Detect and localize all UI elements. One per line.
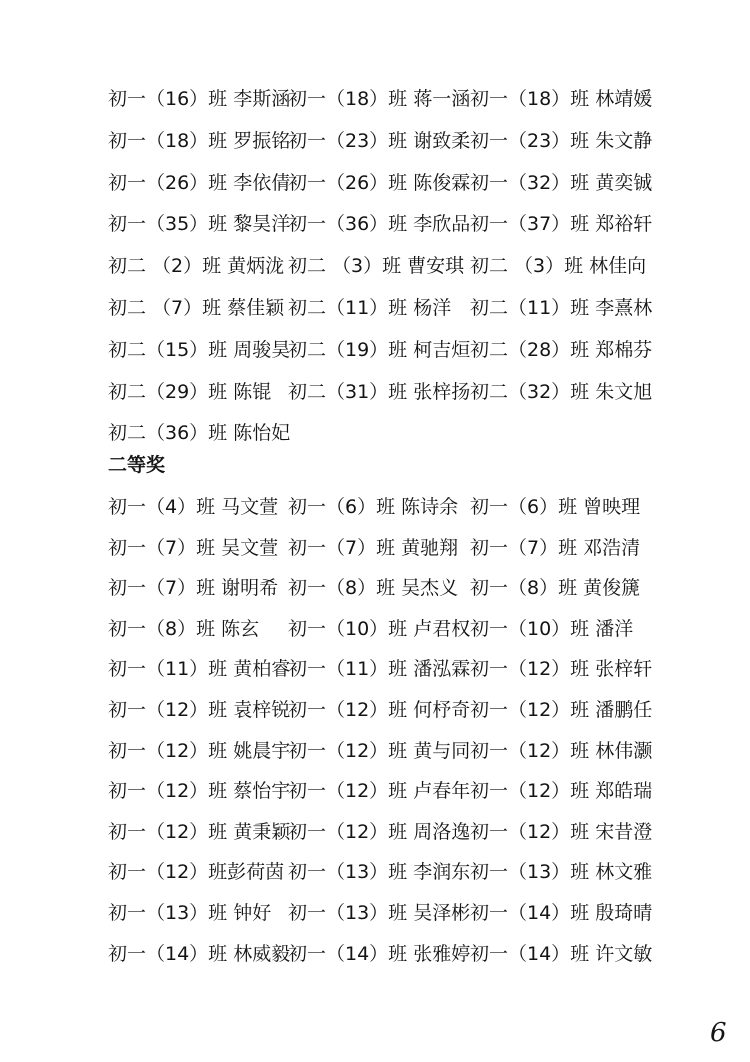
award-entry: 初一（12）班 蔡怡宇 [108, 780, 291, 802]
award-entry: 初一（10）班 卢君权 [288, 618, 471, 640]
award-entry: 初一（14）班 殷琦晴 [470, 902, 653, 924]
award-entry: 初二 （7）班 蔡佳颖 [108, 297, 285, 319]
award-entry: 初一（13）班 吴泽彬 [288, 902, 471, 924]
award-entry: 初二（11）班 杨洋 [288, 297, 452, 319]
award-entry: 初二（29）班 陈锟 [108, 381, 272, 403]
award-entry: 初一（12）班彭荷茵 [108, 861, 285, 883]
award-entry: 初一（12）班 周洛逸 [288, 821, 471, 843]
award-entry: 初二（31）班 张梓扬 [288, 381, 471, 403]
award-entry: 初一（18）班 林靖媛 [470, 88, 653, 110]
award-entry: 初一（18）班 罗振铭 [108, 130, 291, 152]
page-number: 6 [710, 1018, 727, 1048]
award-entry: 初一（14）班 许文敏 [470, 943, 653, 965]
award-entry: 初一（6）班 曾映理 [470, 496, 641, 518]
award-entry: 初一（26）班 陈俊霖 [288, 172, 471, 194]
award-entry: 初一（12）班 黄与同 [288, 740, 471, 762]
award-entry: 初一（8）班 吴杰义 [288, 577, 459, 599]
award-entry: 初一（11）班 黄柏睿 [108, 658, 291, 680]
award-entry: 初二 （3）班 林佳向 [470, 255, 647, 277]
award-entry: 初一（7）班 邓浩清 [470, 537, 641, 559]
award-entry: 初二（28）班 郑棉芬 [470, 339, 653, 361]
award-entry: 初一（7）班 吴文萱 [108, 537, 279, 559]
award-entry: 初一（12）班 张梓轩 [470, 658, 653, 680]
award-entry: 初一（13）班 林文雅 [470, 861, 653, 883]
award-entry: 初一（12）班 宋昔澄 [470, 821, 653, 843]
award-entry: 初一（32）班 黄奕铖 [470, 172, 653, 194]
award-entry: 初一（11）班 潘泓霖 [288, 658, 471, 680]
award-entry: 初二 （2）班 黄炳泷 [108, 255, 285, 277]
award-entry: 初一（10）班 潘洋 [470, 618, 634, 640]
award-entry: 初一（7）班 黄驰翔 [288, 537, 459, 559]
award-entry: 初一（12）班 林伟灏 [470, 740, 653, 762]
award-entry: 初一（8）班 黄俊篪 [470, 577, 641, 599]
award-entry: 初二（15）班 周骏昊 [108, 339, 291, 361]
award-entry: 初一（23）班 谢致柔 [288, 130, 471, 152]
award-entry: 初二 （3）班 曹安琪 [288, 255, 465, 277]
award-entry: 初一（12）班 何杼奇 [288, 699, 471, 721]
award-entry: 初二（32）班 朱文旭 [470, 381, 653, 403]
award-entry: 初一（12）班 郑皓瑞 [470, 780, 653, 802]
award-entry: 初一（14）班 张雅婷 [288, 943, 471, 965]
award-entry: 初一（16）班 李斯涵 [108, 88, 291, 110]
award-entry: 初一（7）班 谢明希 [108, 577, 279, 599]
section-heading-second-prize: 二等奖 [108, 454, 166, 476]
award-entry: 初一（12）班 姚晨宇 [108, 740, 291, 762]
award-entry: 初一（23）班 朱文静 [470, 130, 653, 152]
award-entry: 初一（12）班 潘鹏任 [470, 699, 653, 721]
award-entry: 初一（13）班 李润东 [288, 861, 471, 883]
award-entry: 初一（6）班 陈诗余 [288, 496, 459, 518]
award-entry: 初二（36）班 陈怡妃 [108, 422, 291, 444]
award-entry: 初二（11）班 李熹林 [470, 297, 653, 319]
award-entry: 初一（8）班 陈玄 [108, 618, 260, 640]
award-entry: 初一（26）班 李依倩 [108, 172, 291, 194]
award-entry: 初一（12）班 黄秉颖 [108, 821, 291, 843]
award-entry: 初一（4）班 马文萱 [108, 496, 279, 518]
award-entry: 初一（35）班 黎昊洋 [108, 213, 291, 235]
award-entry: 初一（12）班 卢春年 [288, 780, 471, 802]
award-entry: 初一（13）班 钟好 [108, 902, 272, 924]
award-entry: 初一（12）班 袁梓锐 [108, 699, 291, 721]
award-entry: 初一（14）班 林威毅 [108, 943, 291, 965]
award-entry: 初一（36）班 李欣品 [288, 213, 471, 235]
award-entry: 初二（19）班 柯吉烜 [288, 339, 471, 361]
award-entry: 初一（18）班 蒋一涵 [288, 88, 471, 110]
award-entry: 初一（37）班 郑裕轩 [470, 213, 653, 235]
